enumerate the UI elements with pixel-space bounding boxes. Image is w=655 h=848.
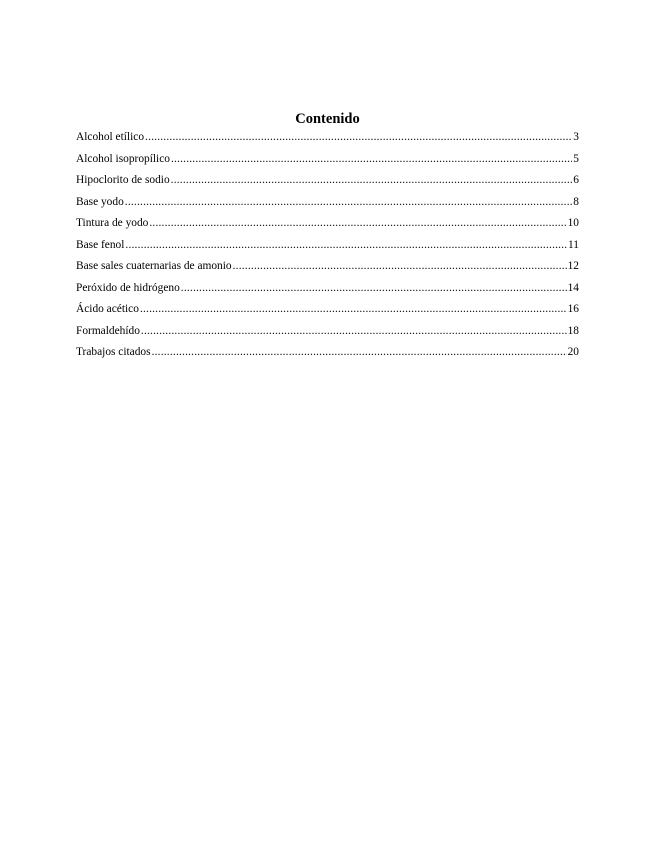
toc-entry-label: Tintura de yodo (76, 217, 149, 229)
toc-entry-page-number: 8 (573, 195, 579, 208)
toc-entry-page-number: 16 (567, 303, 579, 315)
toc-entry[interactable] (76, 259, 579, 281)
toc-dot-leader (171, 173, 573, 187)
toc-dot-leader (149, 216, 566, 230)
toc-dot-leader (140, 302, 567, 316)
toc-dot-leader (152, 345, 567, 359)
toc-entry-page-number: 3 (573, 131, 579, 143)
toc-entry-label: Trabajos citados (76, 346, 151, 358)
toc-dot-leader (145, 130, 572, 144)
toc-entry-label: Peróxido de hidrógeno (76, 281, 180, 294)
toc-entry-page-number: 10 (567, 217, 579, 229)
toc-dot-leader (233, 259, 567, 273)
toc-entry-page-number: 20 (567, 346, 579, 358)
toc-entry[interactable] (76, 216, 579, 238)
toc-entry[interactable] (76, 281, 579, 303)
toc-entry[interactable] (76, 345, 579, 367)
toc-entry-page-number: 18 (567, 324, 579, 337)
toc-entry[interactable] (76, 130, 579, 152)
toc-entry-page-number: 5 (573, 152, 579, 165)
toc-entry[interactable] (76, 152, 579, 174)
toc-title: Contenido (295, 111, 360, 127)
toc-entry-label: Formaldehído (76, 324, 140, 337)
toc-entry[interactable] (76, 302, 579, 324)
table-of-contents (76, 110, 579, 367)
toc-entry-page-number: 6 (573, 174, 579, 186)
toc-entry[interactable] (76, 195, 579, 217)
toc-entry[interactable] (76, 238, 579, 260)
toc-entry-label: Base fenol (76, 238, 125, 251)
toc-entry-label: Ácido acético (76, 303, 139, 315)
toc-dot-leader (125, 195, 573, 209)
toc-entry-label: Hipoclorito de sodio (76, 174, 170, 186)
toc-dot-leader (141, 324, 567, 338)
toc-entry-page-number: 11 (568, 238, 579, 251)
toc-entry-page-number: 12 (567, 260, 579, 272)
toc-entry[interactable] (76, 324, 579, 346)
toc-entry-label: Alcohol isopropílico (76, 152, 170, 165)
toc-entry[interactable] (76, 173, 579, 195)
toc-list (76, 130, 579, 367)
toc-dot-leader (181, 281, 567, 295)
toc-entry-label: Base sales cuaternarias de amonio (76, 260, 232, 272)
toc-entry-page-number: 14 (567, 281, 579, 294)
toc-entry-label: Base yodo (76, 195, 124, 208)
toc-dot-leader (125, 238, 567, 252)
toc-dot-leader (171, 152, 572, 166)
toc-entry-label: Alcohol etílico (76, 131, 145, 143)
